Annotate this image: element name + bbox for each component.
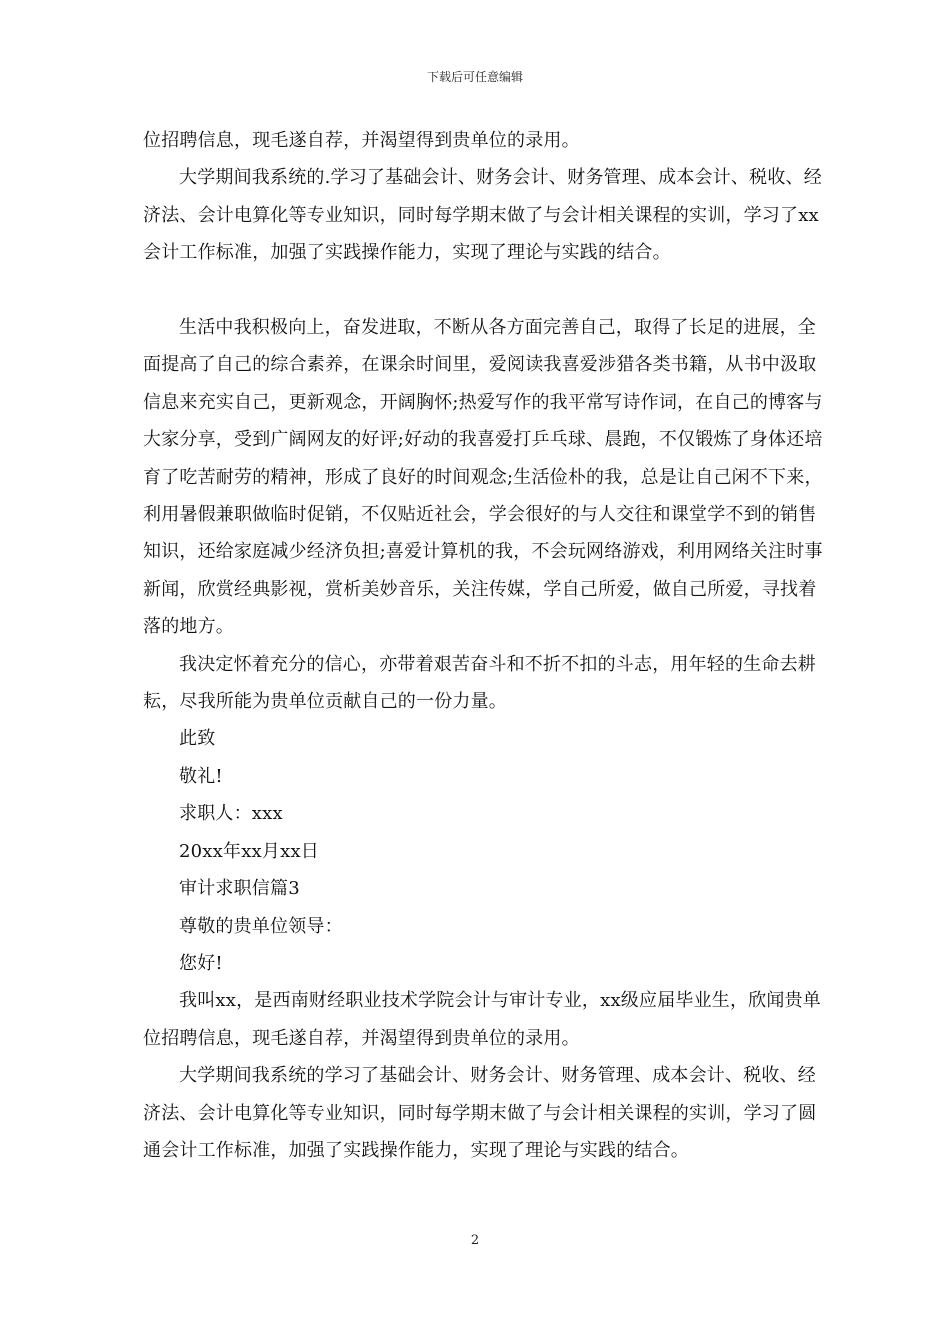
letter-date: 20xx年xx月xx日	[179, 840, 320, 862]
header-note: 下载后可任意编辑	[426, 70, 523, 84]
paragraph: 我决定怀着充分的信心，亦带着艰苦奋斗和不折不扣的斗志，用年轻的生命去耕耘，尽我所能为贵单位贡献自己的一份力量。	[143, 653, 816, 713]
paragraph: 大学期间我系统的.学习了基础会计、财务会计、财务管理、成本会计、税收、经济法、会计电算化等专业知识，同时每学期末做了与会计相关课程的实训，学习了xx会计工作标准，加强了实践操作能力，实现了理论与实践的结合。	[143, 167, 822, 264]
paragraph: 大学期间我系统的学习了基础会计、财务会计、财务管理、成本会计、税收、经济法、会计电算化等专业知识，同时每学期末做了与会计相关课程的实训，学习了圆通会计工作标准，加强了实践操作能力，实现了理论与实践的结合。	[143, 1065, 817, 1161]
closing-salutation: 此致	[179, 728, 216, 750]
greeting-recipient: 尊敬的贵单位领导：	[179, 915, 343, 937]
paragraph: 我叫xx，是西南财经职业技术学院会计与审计专业，xx级应届毕业生，欣闻贵单位招聘信息，现毛遂自荐，并渴望得到贵单位的录用。	[143, 990, 822, 1049]
section-title: 审计求职信篇3	[179, 878, 300, 900]
paragraph: 生活中我积极向上，奋发进取，不断从各方面完善自己，取得了长足的进展，全面提高了自己的综合素养，在课余时间里，爱阅读我喜爱涉猎各类书籍，从书中汲取信息来充实自己，更新观念，开阔胸怀;热爱写作的我平常写诗作词，在自己的博客与大家分享，受到广阔网友的好评;好动的我喜爱打乒乓球、晨跑，不仅锻炼了身体还培育了吃苦耐劳的精神，形成了良好的时间观念;生活俭朴的我，总是让自己闲不下来，利用暑假兼职做临时促销，不仅贴近社会，学会很好的与人交往和课堂学不到的销售知识，还给家庭减少经济负担;喜爱计算机的我，不会玩网络游戏，利用网络关注时事新闻，欣赏经典影视，赏析美妙音乐，关注传媒，学自己所爱，做自己所爱，寻找着落的地方。	[143, 317, 823, 638]
greeting: 您好!	[179, 952, 223, 974]
paragraph: 位招聘信息，现毛遂自荐，并渴望得到贵单位的录用。	[143, 130, 580, 151]
blank-line	[143, 272, 823, 309]
closing-regards: 敬礼!	[179, 765, 223, 787]
document-body	[143, 122, 823, 1169]
applicant-signature: 求职人：xxx	[179, 803, 283, 825]
page-number: 2	[470, 1233, 480, 1248]
